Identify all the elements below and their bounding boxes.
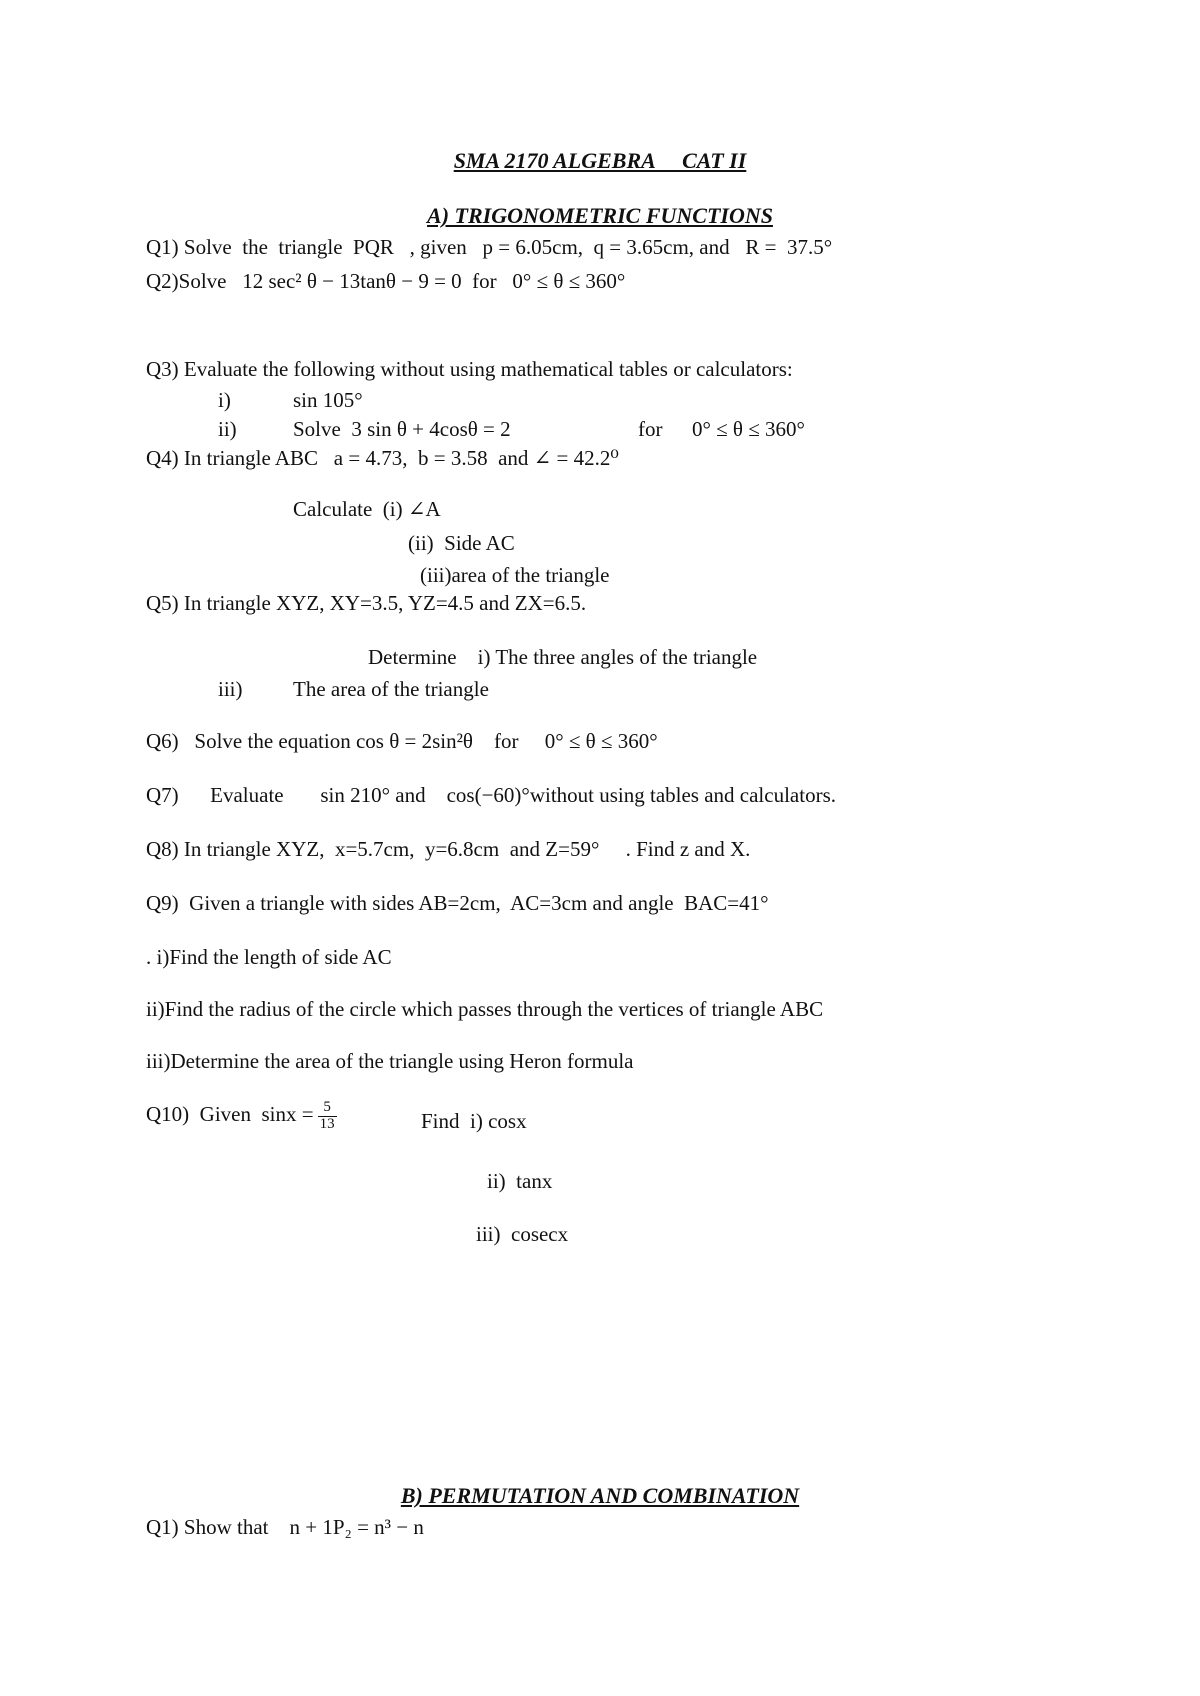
question-5-iii-text: The area of the triangle — [293, 677, 489, 701]
question-9-iii: iii)Determine the area of the triangle using Heron formula — [146, 1049, 634, 1073]
section-b-heading: B) PERMUTATION AND COMBINATION — [400, 1483, 800, 1508]
question-9-i: . i)Find the length of side AC — [146, 945, 392, 969]
fraction-denominator: 13 — [319, 1115, 335, 1132]
question-6: Q6) Solve the equation cos θ = 2sin²θ for 0° ≤ θ ≤ 360° — [146, 729, 658, 753]
fraction — [318, 1100, 337, 1133]
question-4-calculate: Calculate (i) ∠A — [293, 497, 441, 521]
question-10-find: Find i) cosx — [421, 1109, 527, 1133]
question-9-ii: ii)Find the radius of the circle which passes through the vertices of triangle ABC — [146, 997, 824, 1021]
question-3-ii-for: for — [638, 417, 663, 441]
question-10-iii: iii) cosecx — [476, 1222, 569, 1246]
page-title: SMA 2170 ALGEBRA CAT II — [453, 148, 747, 173]
section-a-heading: A) TRIGONOMETRIC FUNCTIONS — [427, 203, 773, 228]
question-5-determine: Determine i) The three angles of the triangle — [368, 645, 758, 669]
question-10-lead: Q10) Given sinx = — [146, 1102, 314, 1127]
question-1: Q1) Solve the triangle PQR , given p = 6.05cm, q = 3.65cm, and R = 37.5° — [146, 235, 833, 259]
question-3-i-text: sin 105° — [293, 388, 363, 412]
question-5-iii-label: iii) — [218, 677, 243, 701]
question-4: Q4) In triangle ABC a = 4.73, b = 3.58 and ∠ = 42.2⁰ — [146, 446, 619, 470]
question-4-iii: (iii)area of the triangle — [420, 563, 610, 587]
question-3-ii-range: 0° ≤ θ ≤ 360° — [692, 417, 805, 441]
question-2: Q2)Solve 12 sec² θ − 13tanθ − 9 = 0 for 0° ≤ θ ≤ 360° — [146, 269, 626, 293]
question-9: Q9) Given a triangle with sides AB=2cm, AC=3cm and angle BAC=41° — [146, 891, 769, 915]
question-4-ii: (ii) Side AC — [408, 531, 515, 555]
question-3-ii-text: Solve 3 sin θ + 4cosθ = 2 — [293, 417, 511, 441]
question-7: Q7) Evaluate sin 210° and cos(−60)°without using tables and calculators. — [146, 783, 836, 807]
b-question-1: Q1) Show that n + 1P₂ = n³ − n — [146, 1515, 424, 1539]
question-3-intro: Q3) Evaluate the following without using mathematical tables or calculators: — [146, 357, 793, 381]
question-3-i-label: i) — [218, 388, 231, 412]
question-8: Q8) In triangle XYZ, x=5.7cm, y=6.8cm and Z=59° . Find z and X. — [146, 837, 751, 861]
question-3-ii-label: ii) — [218, 417, 237, 441]
question-10 — [146, 1100, 337, 1133]
question-10-ii: ii) tanx — [487, 1169, 553, 1193]
fraction-numerator: 5 — [318, 1100, 337, 1117]
question-5: Q5) In triangle XYZ, XY=3.5, YZ=4.5 and ZX=6.5. — [146, 591, 587, 615]
